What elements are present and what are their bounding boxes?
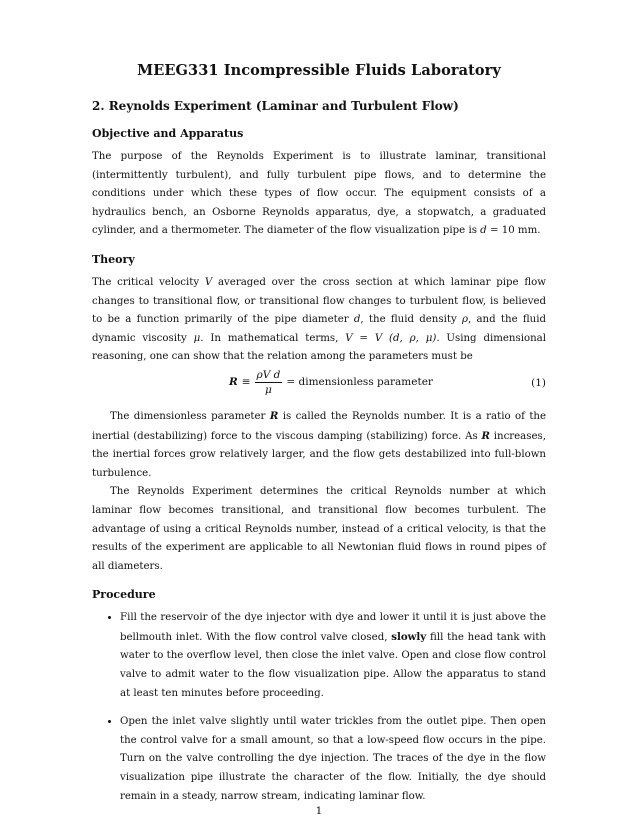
section-heading: 2. Reynolds Experiment (Laminar and Turbulent Flow) (92, 99, 459, 113)
procedure-item-2: • Open the inlet valve slightly until water trickles from the outlet pipe. Then open the control valve for a small amount, so that a low-speed flow occurs in the pipe. Turn on the valve controlling the dye injection. The traces of the dye in the flow visualization pipe illustrate the character of the flow. Initially, the dye should remain in a steady, narrow stream, indicating laminar flow. (120, 713, 546, 806)
theory-paragraph-1: The critical velocity V averaged over the cross section at which laminar pipe flow changes to transitional flow, or transitional flow changes to turbulent flow, is believed to be a function primarily of the pipe diameter d, the fluid density ρ, and the fluid dynamic viscosity μ. In mathematical terms, V = V (d, ρ, μ). Using dimensional reasoning, one can show that the relation among the parameters must be (92, 276, 546, 363)
theory-paragraph-3: The Reynolds Experiment determines the critical Reynolds number at which laminar flow becomes transitional, and transitional flow becomes turbulent. The advantage of using a critical Reynolds number, instead of a critical velocity, is that the results of the experiment are applicable to all Newtonian fluid flows in round pipes of all diameters. (92, 486, 546, 572)
procedure-list (92, 609, 546, 806)
equation-equiv: ≡ (241, 376, 251, 389)
objective-heading: Objective and Apparatus (92, 127, 244, 140)
theory-paragraph-2: The dimensionless parameter R is called the Reynolds number. It is a ratio of the inertial (destabilizing) force to the viscous damping (stabilizing) force. As R increases, the inertial forces grow relatively larger, and the flow gets destabilized into full-blown turbulence. (92, 409, 547, 479)
equation-fraction (255, 369, 283, 396)
equation-rhs: = dimensionless parameter (286, 376, 433, 389)
reynolds-equation (92, 367, 546, 407)
equation-denominator: μ (265, 383, 272, 396)
equation-numerator: ρV d (256, 368, 281, 381)
objective-paragraph: The purpose of the Reynolds Experiment is to illustrate laminar, transitional (intermittently turbulent), and fully turbulent pipe flows, and to determine the conditions under which these types of flow occur. The equipment consists of a hydraulics bench, an Osborne Reynolds apparatus, dye, a stopwatch, a graduated cylinder, and a thermometer. The diameter of the flow visualization pipe is d = 10 mm. (92, 151, 546, 237)
procedure-heading: Procedure (92, 588, 156, 602)
document-title: MEEG331 Incompressible Fluids Laboratory (137, 62, 501, 79)
document-page (92, 62, 546, 816)
procedure-item-1: • Fill the reservoir of the dye injector with dye and lower it until it is just above the bellmouth inlet. With the flow control valve closed, slowly fill the head tank with water to the overflow level, then close the inlet valve. Open and close flow control valve to admit water to the flow visualization pipe. Allow the apparatus to stand at least ten minutes before proceeding. (120, 609, 546, 703)
equation-number: (1) (531, 376, 546, 389)
equation-lhs: R (229, 376, 238, 389)
theory-heading: Theory (92, 252, 135, 266)
page-number: 1 (315, 805, 323, 817)
